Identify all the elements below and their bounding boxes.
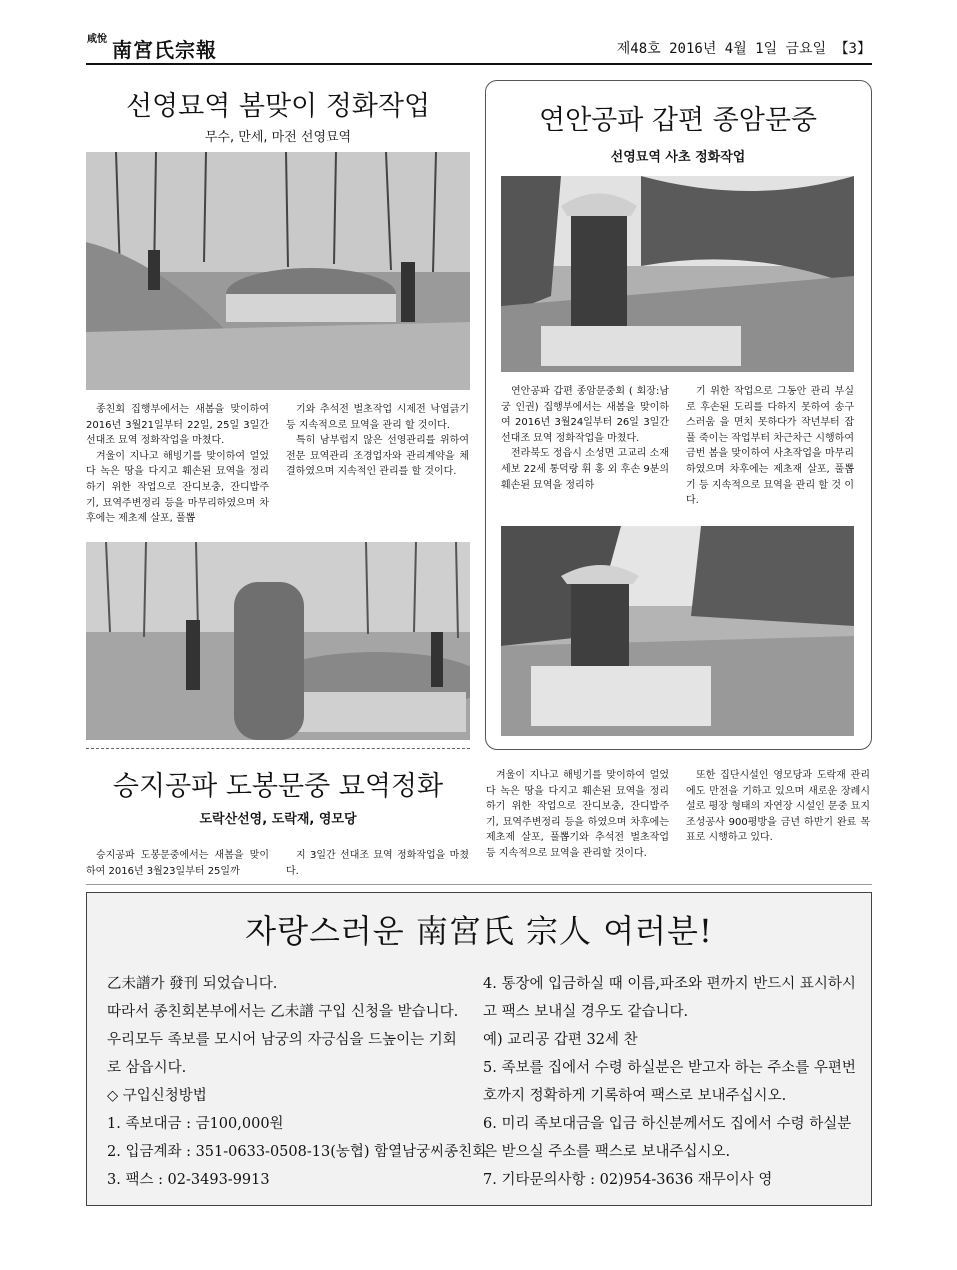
masthead-rule [86, 63, 872, 65]
article1-col2 [286, 402, 469, 480]
ad-divider [86, 884, 872, 885]
notice-right-line: 6. 미리 족보대금을 입금 하신분께서도 집에서 수령 하실분 [483, 1116, 852, 1132]
article1-col1 [86, 402, 269, 527]
notice-right-line: 은 받으실 주소를 팩스로 보내주십시오. [483, 1144, 731, 1160]
notice-left-line: 乙未譜가 發刊 되었습니다. [107, 976, 278, 992]
article3-col2 [286, 848, 469, 879]
notice-right-line: 5. 족보를 집에서 수령 하실분은 받고자 하는 주소를 우편번 [483, 1060, 856, 1076]
article2-photo-top [501, 176, 854, 372]
article2-subtitle: 선영묘역 사초 정화작업 [610, 150, 746, 165]
paragraph: 특히 남부럽지 않은 선영관리를 위하여 전문 묘역관리 조경업자와 관리계약을 체결하였으며 지속적인 관리를 할 것이다. [286, 435, 469, 478]
notice-left-line: 3. 팩스 : 02-3493-9913 [107, 1172, 270, 1188]
notice-right-line: 호까지 정확하게 기록하여 팩스로 보내주십시오. [483, 1088, 787, 1104]
article3-col3 [486, 768, 669, 862]
paragraph: 승지공파 도봉문중에서는 새봄을 맞이하여 2016년 3월23일부터 25일까 [86, 850, 269, 877]
paragraph: 전라북도 정읍시 소성면 고교리 소재 세보 22세 통덕랑 휘 홍 외 후손 9분의 훼손된 묘역을 정리하 [501, 448, 669, 491]
article3-subtitle: 도락산선영, 도락재, 영모당 [199, 812, 357, 827]
page-number: 【3】 [834, 41, 871, 57]
article3-col4 [686, 768, 870, 846]
notice-right-line: 7. 기타문의사항 : 02)954-3636 재무이사 영 [483, 1172, 773, 1188]
paragraph: 종친회 집행부에서는 새봄을 맞이하여 2016년 3월21일부터 22일, 25일 3일간 선대조 묘역 정화작업을 마쳤다. [86, 404, 269, 447]
notice-left-line: 로 삼읍시다. [107, 1060, 187, 1076]
paragraph: 기 위한 작업으로 그동안 관리 부실로 후손된 도리를 다하지 못하여 송구스러움 을 면치 못하다가 작년부터 잡풀 죽이는 작업부터 차근차근 시행하여 금번 봄을 맞이하여 사초작업을 마무리 하였으며 차후에는 제초재 살포, 풀뽑기 등 지속적으로 묘역을 관리 할 것 이다. [686, 386, 854, 507]
notice-left-line: ◇ 구입신청방법 [107, 1088, 207, 1104]
issue-info [617, 38, 871, 58]
article1-headline: 선영묘역 봄맞이 정화작업 [125, 91, 431, 122]
article2-photo-bottom [501, 526, 854, 736]
issue-date: 제48호 2016년 4월 1일 금요일 [616, 41, 827, 57]
paragraph: 겨울이 지나고 해빙기를 맞이하여 얼었다 녹은 땅을 다지고 훼손된 묘역을 정리하기 위한 작업으로 잔디보충, 잔디밥주기, 묘역주변정리 등을 마무리하였으며 차후에는 제초제 살포, 풀뽑 [86, 450, 269, 525]
article1-photo [86, 152, 470, 390]
article3-photo [86, 542, 470, 740]
masthead-emblem: 咸悅 [87, 34, 107, 45]
article2-col2 [686, 384, 854, 509]
paragraph: 겨울이 지나고 해빙기를 맞이하여 얼었다 녹은 땅을 다지고 훼손된 묘역을 정리하기 위한 작업으로 잔디보충, 잔디밥주기, 묘역주변정리 등을 하였으며 차후에는 제초제 살포, 풀뽑기와 추석전 벌초작업 등 지속적으로 묘역을 관리할 것이다. [486, 770, 669, 859]
paragraph: 기와 추석전 벌초작업 시제전 낙엽긁기 등 지속적으로 묘역을 관리 할 것이다. [286, 404, 469, 431]
notice-left-line: 2. 입금계좌 : 351-0633-0508-13(농협) 함열남궁씨종친회 [107, 1144, 487, 1160]
notice-left-line: 따라서 종친회본부에서는 乙未譜 구입 신청을 받습니다. [107, 1004, 459, 1020]
notice-title: 자랑스러운 南宮氏 宗人 여러분! [245, 912, 713, 950]
article1-subtitle: 무수, 만세, 마전 선영묘역 [204, 130, 352, 145]
article3-col1 [86, 848, 269, 879]
notice-right-line: 예) 교리공 갑편 32세 찬 [483, 1032, 638, 1048]
notice-right-line: 고 팩스 보내실 경우도 같습니다. [483, 1004, 689, 1020]
notice-right-line: 4. 통장에 입금하실 때 이름,파조와 편까지 반드시 표시하시 [483, 976, 856, 992]
notice-left-line: 우리모두 족보를 모시어 남궁의 자긍심을 드높이는 기회 [107, 1032, 457, 1048]
article2-col1 [501, 384, 669, 493]
newspaper-title: 南宮氏宗報 [112, 38, 217, 62]
section-divider [86, 748, 470, 749]
paragraph: 지 3일간 선대조 묘역 정화작업을 마쳤다. [286, 850, 469, 877]
notice-left-line: 1. 족보대금 : 금100,000원 [107, 1116, 284, 1132]
article2-headline: 연안공파 갑편 종암문중 [539, 105, 817, 136]
article3-headline: 승지공파 도봉문중 묘역정화 [112, 771, 444, 802]
paragraph: 연안공파 갑편 종암문중회 ( 회장:남궁 인권) 집행부에서는 새봄을 맞이하여 2016년 3월24일부터 26일 3일간 선대조 묘역 정화작업을 마쳤다. [501, 386, 669, 444]
paragraph: 또한 집단시설인 영모당과 도락재 관리에도 만전을 기하고 있으며 새로운 장례시설로 평장 형태의 자연장 시설인 문중 묘지 조성공사 900평방을 금년 하반기 완료 목표로 시행하고 있다. [686, 770, 870, 844]
